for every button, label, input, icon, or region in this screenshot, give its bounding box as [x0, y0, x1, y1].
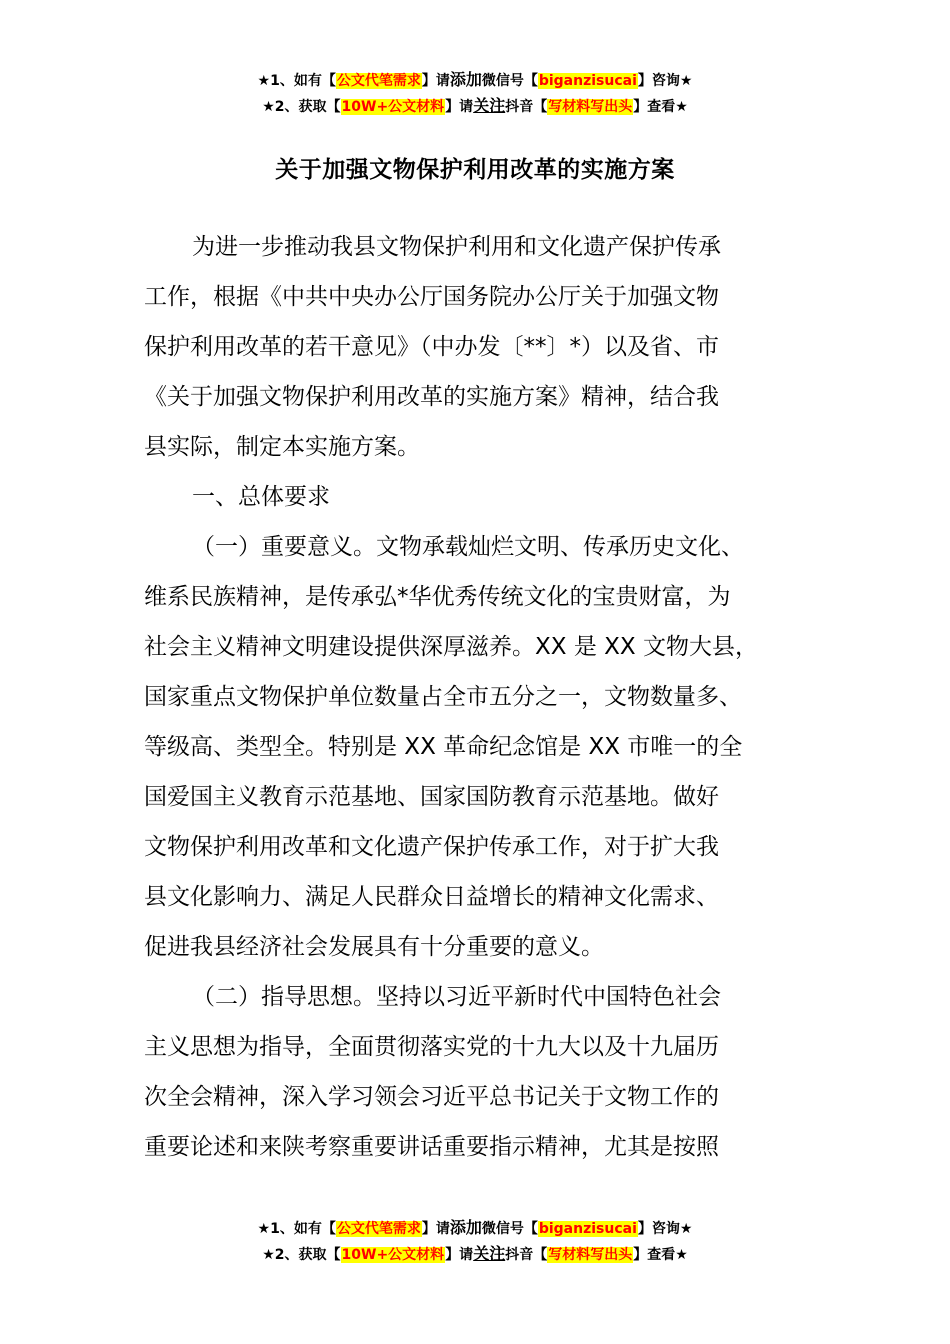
- promo-text: ★2、获取【: [262, 1247, 341, 1263]
- paragraph-line: 维系民族精神，是传承弘*华优秀传统文化的宝贵财富，为: [144, 584, 731, 610]
- promo-text: 】请: [445, 99, 474, 115]
- promo-douyin-id: 写材料写出头: [548, 99, 633, 115]
- promo-text: ★1、如有【: [257, 73, 336, 89]
- paragraph-line: 工作，根据《中共中央办公厅国务院办公厅关于加强文物: [144, 284, 719, 310]
- promo-text: 】查看★: [633, 99, 688, 115]
- promo-text: 】请: [445, 1247, 474, 1263]
- paragraph-line: 主义思想为指导，全面贯彻落实党的十九大以及十九届历: [144, 1034, 719, 1060]
- paragraph-guiding-ideology: [144, 972, 816, 1172]
- paragraph-line: 重要论述和来陕考察重要讲话重要指示精神，尤其是按照: [144, 1134, 719, 1160]
- promo-text: 】查看★: [633, 1247, 688, 1263]
- promo-banner-bottom: [0, 1215, 950, 1267]
- promo-emphasis: 关注: [473, 96, 506, 115]
- promo-text: 抖音【: [505, 1247, 548, 1263]
- paragraph-line: 促进我县经济社会发展具有十分重要的意义。: [144, 934, 604, 960]
- promo-wechat-id: biganzisucai: [538, 1221, 637, 1237]
- document-body: [144, 222, 816, 1172]
- promo-text: 抖音【: [505, 99, 548, 115]
- paragraph-line: 文物保护利用改革和文化遗产保护传承工作，对于扩大我: [144, 834, 719, 860]
- promo-line-2: [0, 93, 950, 119]
- promo-text: 】请: [421, 73, 450, 89]
- promo-emphasis: 添加: [449, 1218, 482, 1237]
- promo-line-2: [0, 1241, 950, 1267]
- promo-text: 】咨询★: [637, 73, 693, 89]
- paragraph-line: 为进一步推动我县文物保护利用和文化遗产保护传承: [192, 234, 721, 260]
- paragraph-line: （二）指导思想。坚持以习近平新时代中国特色社会: [192, 984, 721, 1010]
- promo-line-1: [0, 67, 950, 93]
- promo-text: 微信号【: [481, 1221, 538, 1237]
- section-heading: [144, 472, 816, 522]
- promo-douyin-id: 写材料写出头: [548, 1247, 633, 1263]
- paragraph-line: 国爱国主义教育示范基地、国家国防教育示范基地。做好: [144, 784, 719, 810]
- promo-emphasis: 添加: [449, 70, 482, 89]
- paragraph-line: 县实际，制定本实施方案。: [144, 434, 420, 460]
- paragraph-line: 国家重点文物保护单位数量占全市五分之一，文物数量多、: [144, 684, 742, 710]
- promo-text: ★2、获取【: [262, 99, 341, 115]
- promo-text: 微信号【: [481, 73, 538, 89]
- paragraph-line: （一）重要意义。文物承载灿烂文明、传承历史文化、: [192, 534, 744, 560]
- promo-text: 】请: [421, 1221, 450, 1237]
- promo-emphasis: 关注: [473, 1244, 506, 1263]
- paragraph-significance: [144, 522, 816, 972]
- promo-wechat-id: biganzisucai: [538, 73, 637, 89]
- promo-highlight: 10W+公文材料: [341, 1247, 445, 1263]
- promo-highlight: 10W+公文材料: [341, 99, 445, 115]
- promo-highlight: 公文代笔需求: [336, 1221, 421, 1237]
- section-heading-text: 一、总体要求: [192, 484, 330, 510]
- document-title: 关于加强文物保护利用改革的实施方案: [275, 157, 675, 183]
- promo-text: ★1、如有【: [257, 1221, 336, 1237]
- promo-highlight: 公文代笔需求: [336, 73, 421, 89]
- paragraph-line: 社会主义精神文明建设提供深厚滋养。XX 是 XX 文物大县，: [144, 634, 758, 660]
- promo-line-1: [0, 1215, 950, 1241]
- promo-banner-top: [0, 67, 950, 119]
- intro-paragraph: [144, 222, 816, 472]
- promo-text: 】咨询★: [637, 1221, 693, 1237]
- paragraph-line: 次全会精神，深入学习领会习近平总书记关于文物工作的: [144, 1084, 719, 1110]
- paragraph-line: 等级高、类型全。特别是 XX 革命纪念馆是 XX 市唯一的全: [144, 734, 743, 760]
- paragraph-line: 县文化影响力、满足人民群众日益增长的精神文化需求、: [144, 884, 719, 910]
- paragraph-line: 《关于加强文物保护利用改革的实施方案》精神，结合我: [144, 384, 719, 410]
- paragraph-line: 保护利用改革的若干意见》（中办发〔**〕*）以及省、市: [144, 334, 719, 360]
